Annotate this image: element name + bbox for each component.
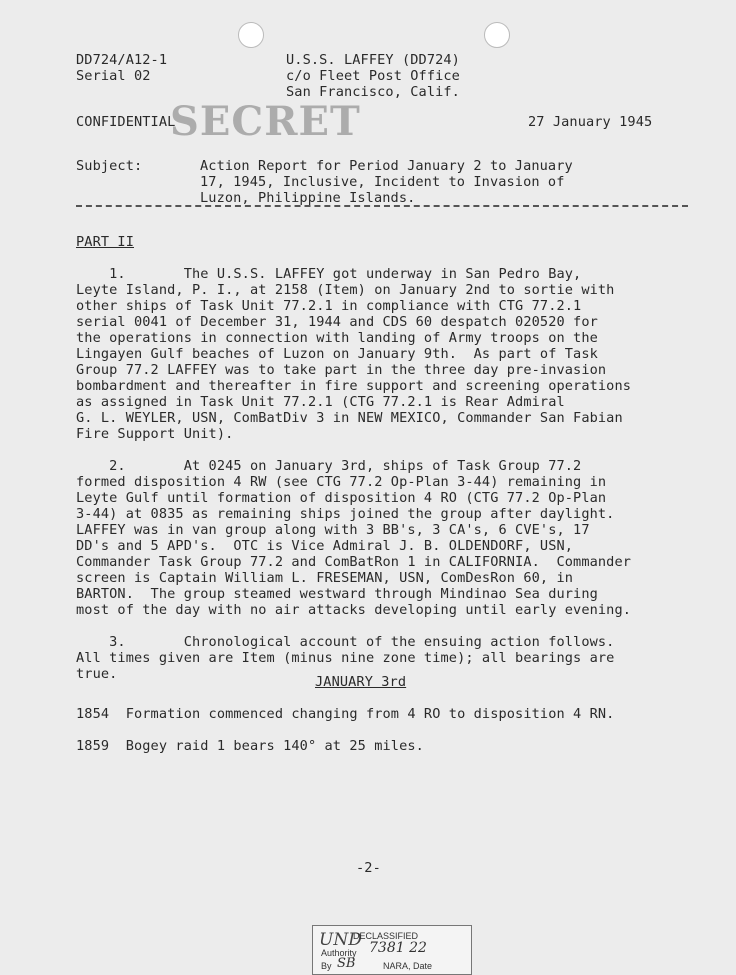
stamp-title: DECLASSIFIED	[353, 931, 419, 941]
punch-hole-right	[484, 22, 510, 48]
separator-dashes	[76, 205, 688, 207]
stamp-nara-date: NARA, Date	[383, 961, 433, 971]
declassification-stamp	[312, 925, 472, 975]
log-entry: 1859 Bogey raid 1 bears 140° at 25 miles.	[76, 738, 424, 754]
paragraph-line: 2. At 0245 on January 3rd, ships of Task Group 77.2	[76, 458, 582, 474]
punch-hole-left	[238, 22, 264, 48]
serial-number: Serial 02	[76, 68, 151, 84]
paragraph-line: Leyte Island, P. I., at 2158 (Item) on January 2nd to sortie with	[76, 282, 615, 298]
date-heading: JANUARY 3rd	[315, 674, 407, 690]
paragraph-line: 1. The U.S.S. LAFFEY got underway in San Pedro Bay,	[76, 266, 582, 282]
subject-line: Action Report for Period January 2 to January	[200, 158, 573, 174]
paragraph-line: Fire Support Unit).	[76, 426, 234, 442]
part-heading: PART II	[76, 234, 134, 250]
stamp-authority-label: Authority	[321, 948, 357, 958]
paragraph-line: Leyte Gulf until formation of disposition 4 RO (CTG 77.2 Op-Plan	[76, 490, 607, 506]
subject-label: Subject:	[76, 158, 143, 174]
stamp-authority-value: 7381 22	[369, 940, 427, 956]
subject-line: 17, 1945, Inclusive, Incident to Invasion of	[200, 174, 565, 190]
paragraph-line: true.	[76, 666, 118, 682]
paragraph-line: Group 77.2 LAFFEY was to take part in the three day pre-invasion	[76, 362, 607, 378]
subject-line: Luzon, Philippine Islands.	[200, 190, 416, 206]
paragraph-line: formed disposition 4 RW (see CTG 77.2 Op-Plan 3-44) remaining in	[76, 474, 607, 490]
page-number: -2-	[356, 860, 381, 876]
paragraph-line: serial 0041 of December 31, 1944 and CDS 60 despatch 020520 for	[76, 314, 598, 330]
secret-stamp: SECRET	[170, 98, 361, 145]
document-date: 27 January 1945	[528, 114, 653, 130]
stamp-initials: UND	[319, 930, 362, 950]
paragraph-line: BARTON. The group steamed westward through Mindinao Sea during	[76, 586, 598, 602]
paragraph-line: Commander Task Group 77.2 and ComBatRon 1 in CALIFORNIA. Commander	[76, 554, 632, 570]
paragraph-line: All times given are Item (minus nine zone time); all bearings are	[76, 650, 615, 666]
paragraph-line: LAFFEY was in van group along with 3 BB's, 3 CA's, 6 CVE's, 17	[76, 522, 590, 538]
paragraph-line: as assigned in Task Unit 77.2.1 (CTG 77.2.1 is Rear Admiral	[76, 394, 565, 410]
paragraph-line: Lingayen Gulf beaches of Luzon on January 9th. As part of Task	[76, 346, 598, 362]
paragraph-line: the operations in connection with landing of Army troops on the	[76, 330, 598, 346]
paragraph-line: bombardment and thereafter in fire support and screening operations	[76, 378, 632, 394]
fleet-post-office: c/o Fleet Post Office	[286, 68, 460, 84]
paragraph-line: most of the day with no air attacks developing until early evening.	[76, 602, 632, 618]
log-entry: 1854 Formation commenced changing from 4 RO to disposition 4 RN.	[76, 706, 615, 722]
ship-name: U.S.S. LAFFEY (DD724)	[286, 52, 460, 68]
paragraph-line: 3-44) at 0835 as remaining ships joined the group after daylight.	[76, 506, 615, 522]
stamp-by-label: By	[321, 961, 332, 971]
city: San Francisco, Calif.	[286, 84, 460, 100]
paragraph-line: 3. Chronological account of the ensuing action follows.	[76, 634, 615, 650]
classification-typed: CONFIDENTIAL	[76, 114, 176, 130]
paragraph-line: screen is Captain William L. FRESEMAN, USN, ComDesRon 60, in	[76, 570, 574, 586]
paragraph-line: other ships of Task Unit 77.2.1 in compliance with CTG 77.2.1	[76, 298, 582, 314]
paragraph-line: G. L. WEYLER, USN, ComBatDiv 3 in NEW MEXICO, Commander San Fabian	[76, 410, 623, 426]
doc-id: DD724/A12-1	[76, 52, 168, 68]
paragraph-line: DD's and 5 APD's. OTC is Vice Admiral J. B. OLDENDORF, USN,	[76, 538, 574, 554]
stamp-by-value: SB	[337, 956, 356, 971]
